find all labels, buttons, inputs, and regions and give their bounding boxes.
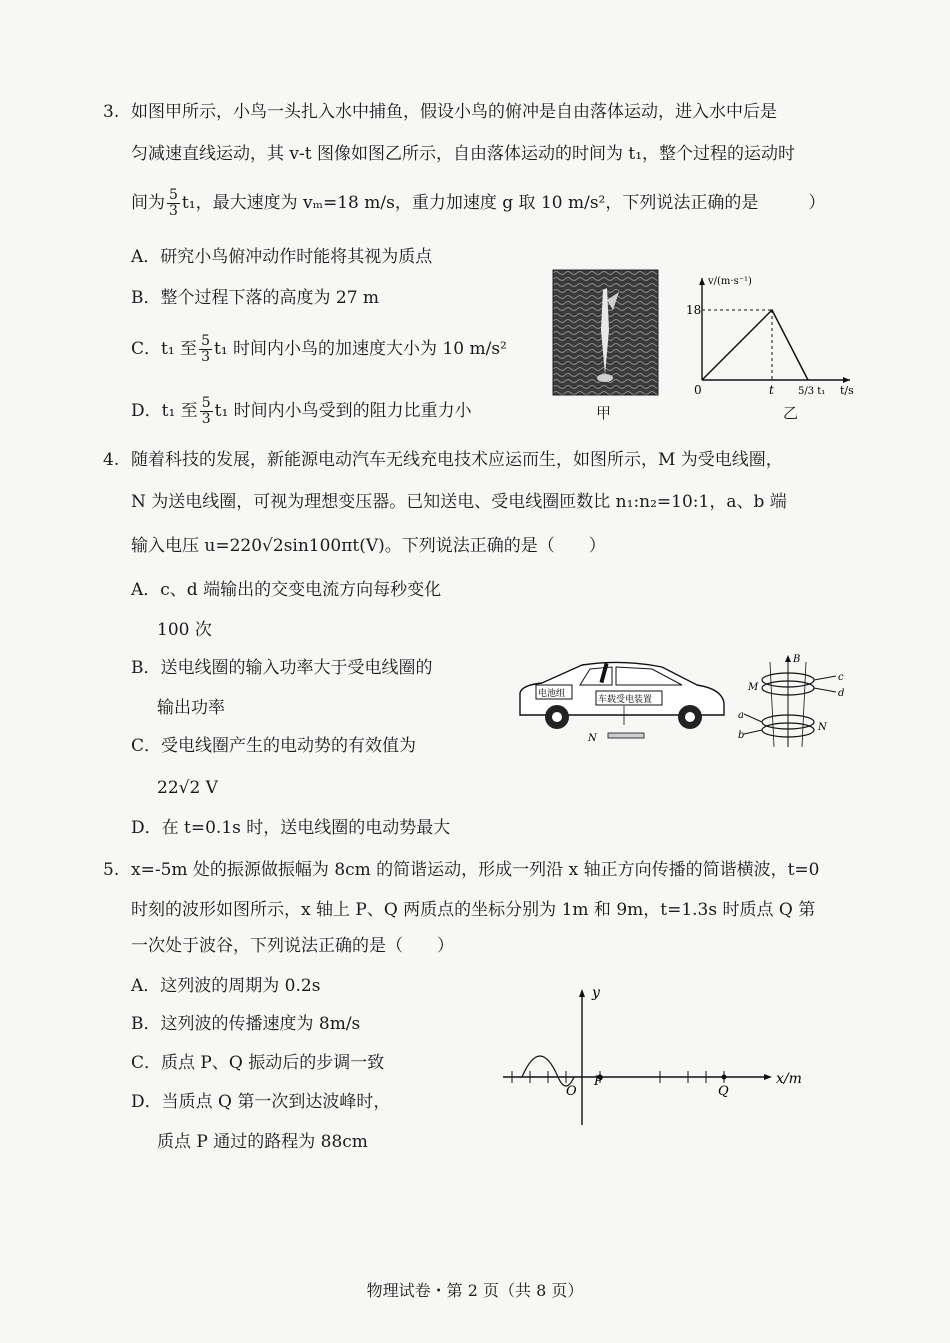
vt-xtick-5-3: 5/3 t₁ [798, 386, 826, 397]
caption-jia: 甲 [596, 404, 612, 422]
svg-text:b: b [738, 730, 745, 741]
q4-option-d: D．在 t=0.1s 时，送电线圈的电动势最大 [131, 818, 451, 838]
battery-label: 电池组 [538, 689, 566, 699]
q5-option-b: B．这列波的传播速度为 8m/s [131, 1014, 361, 1034]
q3-line-1: 3. 如图甲所示，小鸟一头扎入水中捕鱼，假设小鸟的俯冲是自由落体运动，进入水中后是 [103, 102, 777, 122]
svg-text:c: c [838, 672, 844, 683]
q4-option-c-1: C．受电线圈产生的电动势的有效值为 [131, 736, 417, 756]
q3-option-a: A．研究小鸟俯冲动作时能将其视为质点 [131, 247, 433, 267]
q4-line-2: N 为送电线圈，可视为理想变压器。已知送电、受电线圈匝数比 n₁:n₂=10:1，a、b 端 [131, 492, 787, 512]
q5-option-d-2: 质点 P 通过的路程为 88cm [157, 1132, 368, 1152]
svg-text:d: d [838, 688, 845, 699]
ev-car-diagram [512, 655, 732, 745]
vt-xlabel: t/s [840, 384, 854, 397]
q4-line-1: 4. 随着科技的发展，新能源电动汽车无线充电技术应运而生，如图所示，M 为受电线圈， [103, 450, 783, 470]
q3-option-d: D．t₁ 至 $\frac{5}{3}$ t₁ 时间内小鸟受到的阻力比重力小 [131, 395, 472, 427]
q4-option-a-2: 100 次 [157, 620, 212, 640]
q5-line-2: 时刻的波形如图所示，x 轴上 P、Q 两质点的坐标分别为 1m 和 9m，t=1.3s 时质点 Q 第 [131, 900, 816, 920]
coil-diagram [740, 652, 860, 752]
q3-option-b: B．整个过程下落的高度为 27 m [131, 288, 380, 308]
svg-text:a: a [738, 710, 744, 721]
q4-option-b-1: B．送电线圈的输入功率大于受电线圈的 [131, 658, 433, 678]
bird-diving-photo [553, 270, 658, 395]
q3-option-c: C．t₁ 至 $\frac{5}{3}$ t₁ 时间内小鸟的加速度大小为 10 m/s² [131, 333, 507, 365]
q3-line-3: 间为 $\frac{5}{3}$ t₁，最大速度为 vₘ=18 m/s，重力加速度 g 取 10 m/s²，下列说法正确的是 ） [131, 187, 826, 219]
q5-line-3: 一次处于波谷，下列说法正确的是（ ） [131, 936, 454, 956]
receiver-label: 车载受电装置 [598, 695, 653, 705]
wave-point-p: P [594, 1074, 603, 1089]
q4-line-3: 输入电压 u=220√2sin100πt(V)。下列说法正确的是（ ） [131, 536, 606, 556]
svg-text:N: N [818, 722, 827, 733]
vt-origin: 0 [694, 383, 702, 397]
q4-option-a-1: A．c、d 端输出的交变电流方向每秒变化 [131, 580, 442, 600]
q5-option-d-1: D．当质点 Q 第一次到达波峰时， [131, 1092, 391, 1112]
wave-point-q: Q [718, 1084, 729, 1099]
q4-option-b-2: 输出功率 [157, 698, 225, 718]
q5-option-a: A．这列波的周期为 0.2s [131, 976, 321, 996]
coil-n-label-car: N [588, 733, 597, 744]
wave-ylabel: y [592, 985, 600, 1001]
vt-ytick-18: 18 [686, 303, 702, 317]
q3-line-2: 匀减速直线运动，其 v-t 图像如图乙所示，自由落体运动的时间为 t₁，整个过程的运动时 [131, 144, 796, 164]
svg-text:M: M [748, 682, 759, 693]
vt-xtick-t: t [769, 383, 774, 397]
q5-line-1: 5. x=-5m 处的振源做振幅为 8cm 的简谐运动，形成一列沿 x 轴正方向传播的简谐横波，t=0 [103, 860, 820, 880]
wave-origin: O [566, 1084, 577, 1099]
wave-diagram [500, 985, 820, 1130]
q5-option-c: C．质点 P、Q 振动后的步调一致 [131, 1053, 385, 1073]
wave-xlabel: x/m [776, 1071, 802, 1087]
q4-option-c-2: 22√2 V [157, 778, 218, 798]
svg-text:B: B [793, 654, 801, 665]
vt-ylabel: v/(m·s⁻¹) [708, 276, 752, 287]
vt-graph [686, 270, 860, 405]
fraction-5-3: $\frac{5}{3}$ [169, 187, 178, 219]
page-footer: 物理试卷・第 2 页（共 8 页） [366, 1281, 584, 1300]
caption-yi: 乙 [783, 404, 799, 422]
